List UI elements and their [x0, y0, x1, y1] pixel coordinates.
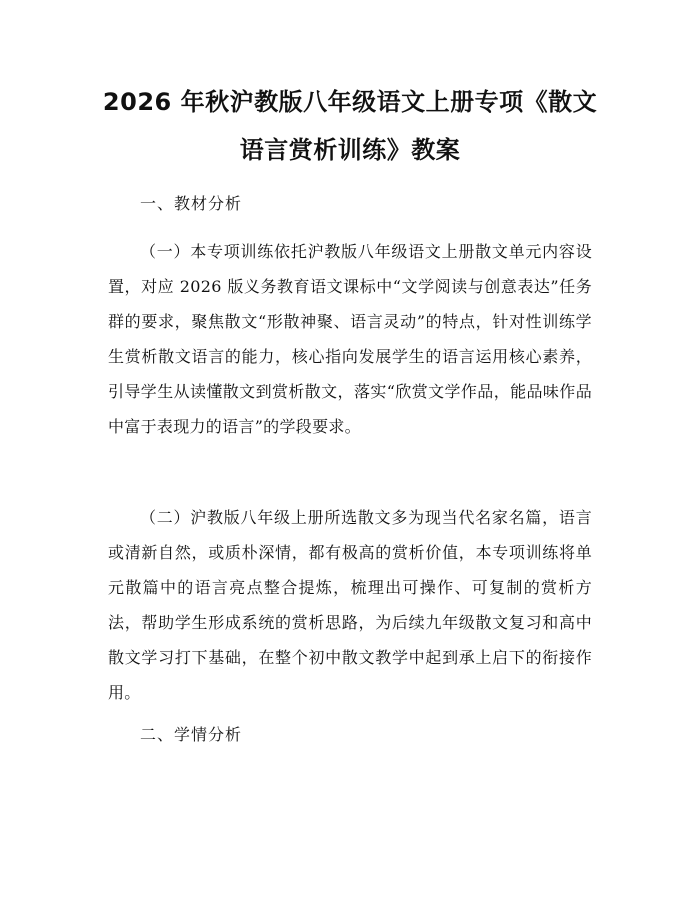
document-title-line-1: 2026 年秋沪教版八年级语文上册专项《散文 [102, 88, 598, 116]
paragraph-1: （一）本专项训练依托沪教版八年级语文上册散文单元内容设置，对应 2026 版义务教育语文课标中“文学阅读与创意表达”任务群的要求，聚焦散文“形散神聚、语言灵动”的特点，针对性训练学生赏析散文语言的能力，核心指向发展学生的语言运用核心素养，引导学生从读懂散文到赏析散文，落实“欣赏文学作品，能品味作品中富于表现力的语言”的学段要求。 [108, 242, 592, 436]
paragraph-2: （二）沪教版八年级上册所选散文多为现当代名家名篇，语言或清新自然，或质朴深情，都有极高的赏析价值，本专项训练将单元散篇中的语言亮点整合提炼，梳理出可操作、可复制的赏析方法，帮助学生形成系统的赏析思路，为后续九年级散文复习和高中散文学习打下基础，在整个初中散文教学中起到承上启下的衔接作用。 [108, 508, 592, 702]
section-heading-textbook-analysis: 一、教材分析 [140, 194, 243, 213]
document-title-line-2: 语言赏析训练》教案 [239, 136, 461, 164]
section-heading-student-analysis: 二、学情分析 [140, 725, 243, 744]
